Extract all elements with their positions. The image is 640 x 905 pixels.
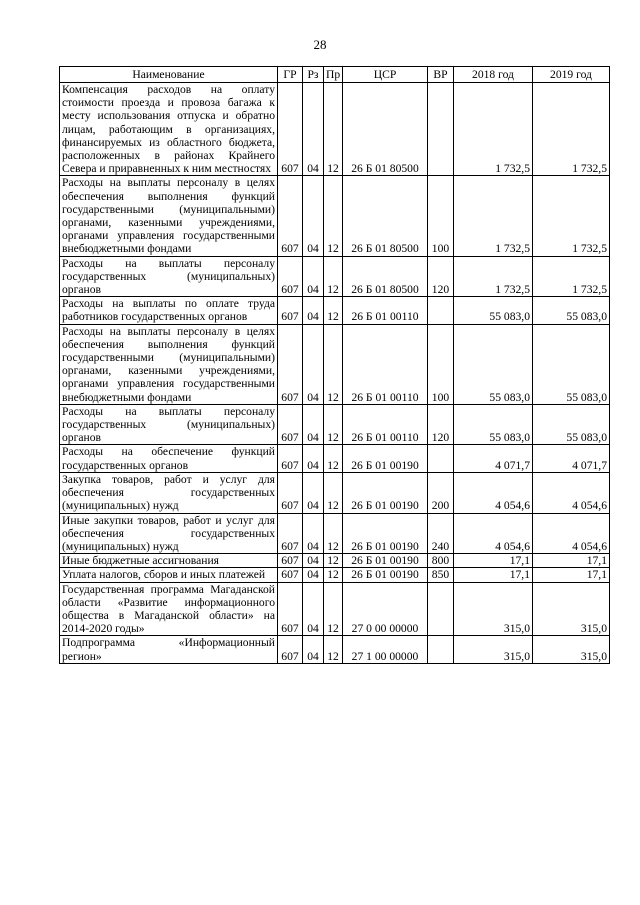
row-2019: 4 071,7	[533, 445, 610, 472]
header-name: Наименование	[60, 67, 278, 83]
row-name: Иные бюджетные ассигнования	[60, 554, 278, 568]
row-csr: 26 Б 01 80500	[343, 176, 428, 256]
row-rz: 04	[303, 83, 324, 176]
row-rz: 04	[303, 636, 324, 663]
row-rz: 04	[303, 176, 324, 256]
row-2018: 4 054,6	[454, 472, 533, 513]
row-csr: 26 Б 01 00110	[343, 404, 428, 445]
row-2018: 315,0	[454, 582, 533, 636]
page-number: 28	[313, 37, 327, 52]
row-2019: 17,1	[533, 568, 610, 582]
row-name: Расходы на выплаты по оплате труда работников государственных органов	[60, 297, 278, 324]
row-csr: 26 Б 01 80500	[343, 256, 428, 297]
row-csr: 27 0 00 00000	[343, 582, 428, 636]
row-pr: 12	[324, 513, 343, 554]
row-2018: 315,0	[454, 636, 533, 663]
row-gr: 607	[278, 513, 303, 554]
header-pr: Пр	[324, 67, 343, 83]
header-vr: ВР	[428, 67, 454, 83]
budget-table	[59, 66, 610, 664]
row-csr: 26 Б 01 00110	[343, 324, 428, 404]
row-pr: 12	[324, 297, 343, 324]
row-name: Подпрограмма «Информационный регион»	[60, 636, 278, 663]
row-gr: 607	[278, 636, 303, 663]
row-2018: 55 083,0	[454, 297, 533, 324]
row-gr: 607	[278, 256, 303, 297]
row-rz: 04	[303, 256, 324, 297]
row-2018: 17,1	[454, 568, 533, 582]
row-pr: 12	[324, 568, 343, 582]
row-2019: 315,0	[533, 636, 610, 663]
row-vr	[428, 297, 454, 324]
row-vr: 120	[428, 404, 454, 445]
row-vr: 850	[428, 568, 454, 582]
row-gr: 607	[278, 472, 303, 513]
row-pr: 12	[324, 83, 343, 176]
row-csr: 26 Б 01 00190	[343, 513, 428, 554]
row-2018: 55 083,0	[454, 324, 533, 404]
row-gr: 607	[278, 404, 303, 445]
row-2018: 4 071,7	[454, 445, 533, 472]
table-row	[60, 636, 610, 663]
row-vr: 120	[428, 256, 454, 297]
row-rz: 04	[303, 324, 324, 404]
row-rz: 04	[303, 568, 324, 582]
row-pr: 12	[324, 636, 343, 663]
row-pr: 12	[324, 582, 343, 636]
row-name: Расходы на выплаты персоналу государственных (муниципальных) органов	[60, 256, 278, 297]
row-name: Государственная программа Магаданской области «Развитие информационного общества в Магаданской области» на 2014-2020 годы»	[60, 582, 278, 636]
row-gr: 607	[278, 582, 303, 636]
row-csr: 26 Б 01 00190	[343, 472, 428, 513]
row-2019: 1 732,5	[533, 83, 610, 176]
table-row	[60, 472, 610, 513]
table-row	[60, 513, 610, 554]
row-2018: 1 732,5	[454, 256, 533, 297]
row-gr: 607	[278, 83, 303, 176]
row-rz: 04	[303, 472, 324, 513]
row-gr: 607	[278, 297, 303, 324]
table-row	[60, 176, 610, 256]
header-csr: ЦСР	[343, 67, 428, 83]
row-2018: 17,1	[454, 554, 533, 568]
row-pr: 12	[324, 404, 343, 445]
header-gr: ГР	[278, 67, 303, 83]
row-rz: 04	[303, 513, 324, 554]
row-rz: 04	[303, 404, 324, 445]
row-2018: 1 732,5	[454, 83, 533, 176]
row-csr: 27 1 00 00000	[343, 636, 428, 663]
row-vr: 240	[428, 513, 454, 554]
table-row	[60, 568, 610, 582]
header-2019: 2019 год	[533, 67, 610, 83]
row-2019: 315,0	[533, 582, 610, 636]
header-rz: Рз	[303, 67, 324, 83]
row-2018: 4 054,6	[454, 513, 533, 554]
header-2018: 2018 год	[454, 67, 533, 83]
table-row	[60, 582, 610, 636]
row-csr: 26 Б 01 00190	[343, 445, 428, 472]
table-row	[60, 324, 610, 404]
table-row	[60, 297, 610, 324]
row-name: Расходы на выплаты персоналу государственных (муниципальных) органов	[60, 404, 278, 445]
row-name: Уплата налогов, сборов и иных платежей	[60, 568, 278, 582]
row-name: Компенсация расходов на оплату стоимости проезда и провоза багажа к месту использования отпуска и обратно лицам, работающим в организациях, финансируемых из областного бюджета, расположенных в районах Крайнего Севера и приравненных к ним местностях	[60, 83, 278, 176]
row-pr: 12	[324, 472, 343, 513]
row-vr	[428, 582, 454, 636]
row-csr: 26 Б 01 80500	[343, 83, 428, 176]
row-vr	[428, 636, 454, 663]
row-2019: 4 054,6	[533, 513, 610, 554]
row-2019: 4 054,6	[533, 472, 610, 513]
table-row	[60, 83, 610, 176]
row-gr: 607	[278, 176, 303, 256]
row-vr	[428, 445, 454, 472]
row-gr: 607	[278, 568, 303, 582]
table-row	[60, 256, 610, 297]
row-2018: 55 083,0	[454, 404, 533, 445]
row-2019: 55 083,0	[533, 404, 610, 445]
row-csr: 26 Б 01 00190	[343, 568, 428, 582]
table-row	[60, 554, 610, 568]
row-vr: 800	[428, 554, 454, 568]
row-name: Закупка товаров, работ и услуг для обеспечения государственных (муниципальных) нужд	[60, 472, 278, 513]
row-2019: 55 083,0	[533, 324, 610, 404]
row-rz: 04	[303, 582, 324, 636]
row-gr: 607	[278, 445, 303, 472]
row-vr: 100	[428, 324, 454, 404]
row-2019: 55 083,0	[533, 297, 610, 324]
row-pr: 12	[324, 176, 343, 256]
row-pr: 12	[324, 324, 343, 404]
row-gr: 607	[278, 324, 303, 404]
row-2019: 1 732,5	[533, 176, 610, 256]
row-vr	[428, 83, 454, 176]
table-row	[60, 404, 610, 445]
row-pr: 12	[324, 554, 343, 568]
row-rz: 04	[303, 297, 324, 324]
row-2018: 1 732,5	[454, 176, 533, 256]
row-name: Расходы на выплаты персоналу в целях обеспечения выполнения функций государственными (муниципальными) органами, казенными учреждениями, органами управления государственными внебюджетными фондами	[60, 176, 278, 256]
row-vr: 200	[428, 472, 454, 513]
row-name: Иные закупки товаров, работ и услуг для обеспечения государственных (муниципальных) нужд	[60, 513, 278, 554]
row-pr: 12	[324, 445, 343, 472]
row-rz: 04	[303, 554, 324, 568]
table-row	[60, 445, 610, 472]
row-csr: 26 Б 01 00190	[343, 554, 428, 568]
row-gr: 607	[278, 554, 303, 568]
row-csr: 26 Б 01 00110	[343, 297, 428, 324]
row-name: Расходы на обеспечение функций государственных органов	[60, 445, 278, 472]
row-pr: 12	[324, 256, 343, 297]
row-2019: 17,1	[533, 554, 610, 568]
row-name: Расходы на выплаты персоналу в целях обеспечения выполнения функций государственными (муниципальными) органами, казенными учреждениями, органами управления государственными внебюджетными фондами	[60, 324, 278, 404]
row-rz: 04	[303, 445, 324, 472]
row-2019: 1 732,5	[533, 256, 610, 297]
row-vr: 100	[428, 176, 454, 256]
header-row	[60, 67, 610, 83]
